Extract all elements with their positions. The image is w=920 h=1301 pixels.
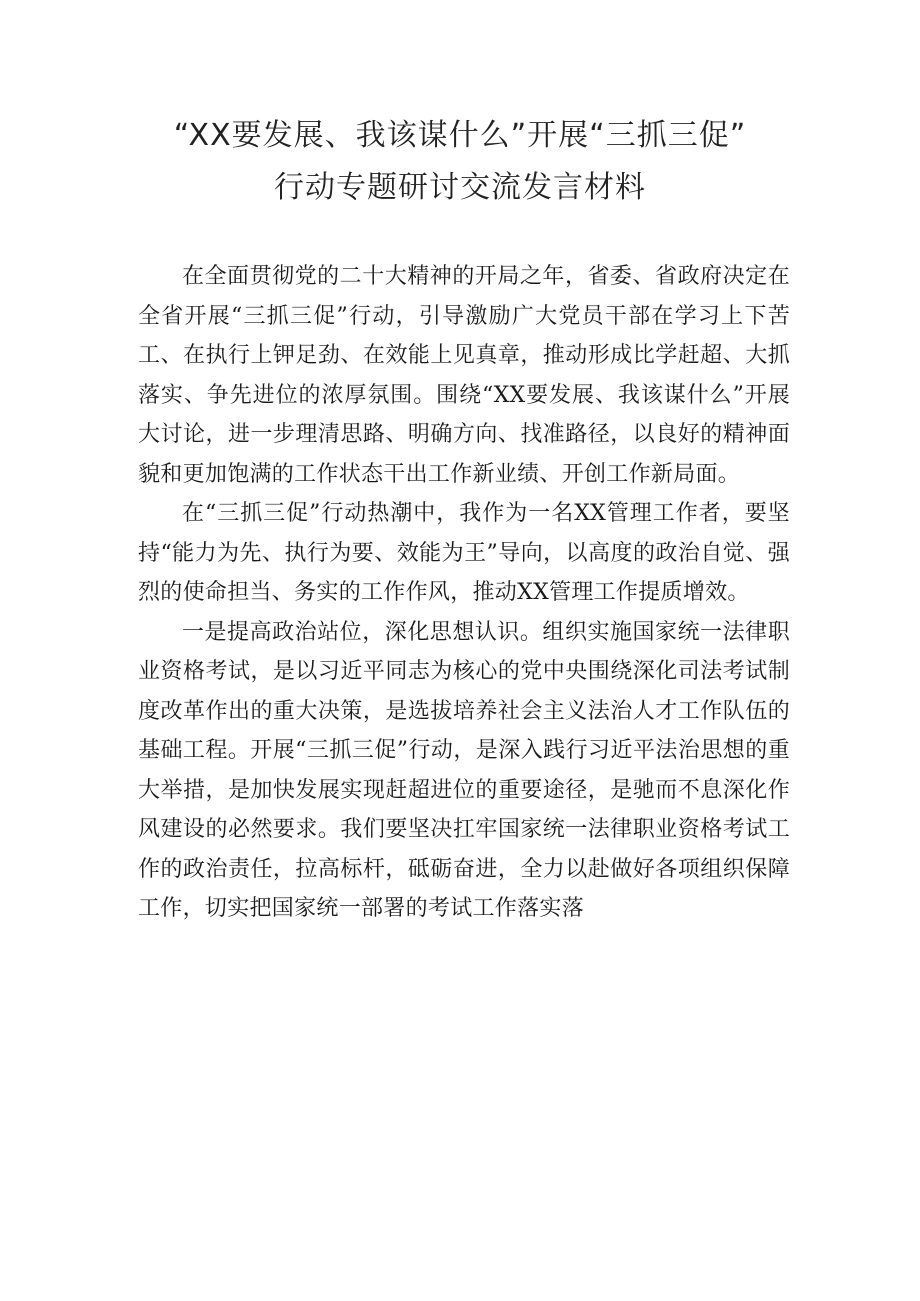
document-body	[138, 257, 790, 929]
paragraph-intro: 在全面贯彻党的二十大精神的开局之年，省委、省政府决定在全省开展“三抓三促”行动，引导激励广大党员干部在学习上下苦工、在执行上钾足劲、在效能上见真章，推动形成比学赶超、大抓落实、争先进位的浓厚氛围。围绕“XX要发展、我该谋什么”开展大讨论，进一步理清思路、明确方向、找准路径，以良好的精神面貌和更加饱满的工作状态干出工作新业绩、开创工作新局面。	[138, 264, 790, 487]
title-line-2: 行动专题研讨交流发言材料	[274, 170, 646, 205]
document-title	[100, 110, 820, 214]
paragraph-point-one: 一是提高政治站位，深化思想认识。组织实施国家统一法律职业资格考试，是以习近平同志为核心的党中央围绕深化司法考试制度改革作出的重大决策，是选拔培养社会主义法治人才工作队伍的基础工程。开展“三抓三促”行动，是深入践行习近平法治思想的重大举措，是加快发展实现赶超进位的重要途径，是驰而不息深化作风建设的必然要求。我们要坚决扛牢国家统一法律职业资格考试工作的政治责任，拉高标杆，砥砺奋进，全力以赴做好各项组织保障工作，切实把国家统一部署的考试工作落实落	[138, 619, 790, 921]
title-line-1: “XX要发展、我该谋什么”开展“三抓三促”	[173, 118, 747, 153]
paragraph-role: 在“三抓三促”行动热潮中，我作为一名XX管理工作者，要坚持“能力为先、执行为要、效能为王”导向，以高度的政治自觉、强烈的使命担当、务实的工作作风，推动XX管理工作提质增效。	[138, 501, 790, 605]
